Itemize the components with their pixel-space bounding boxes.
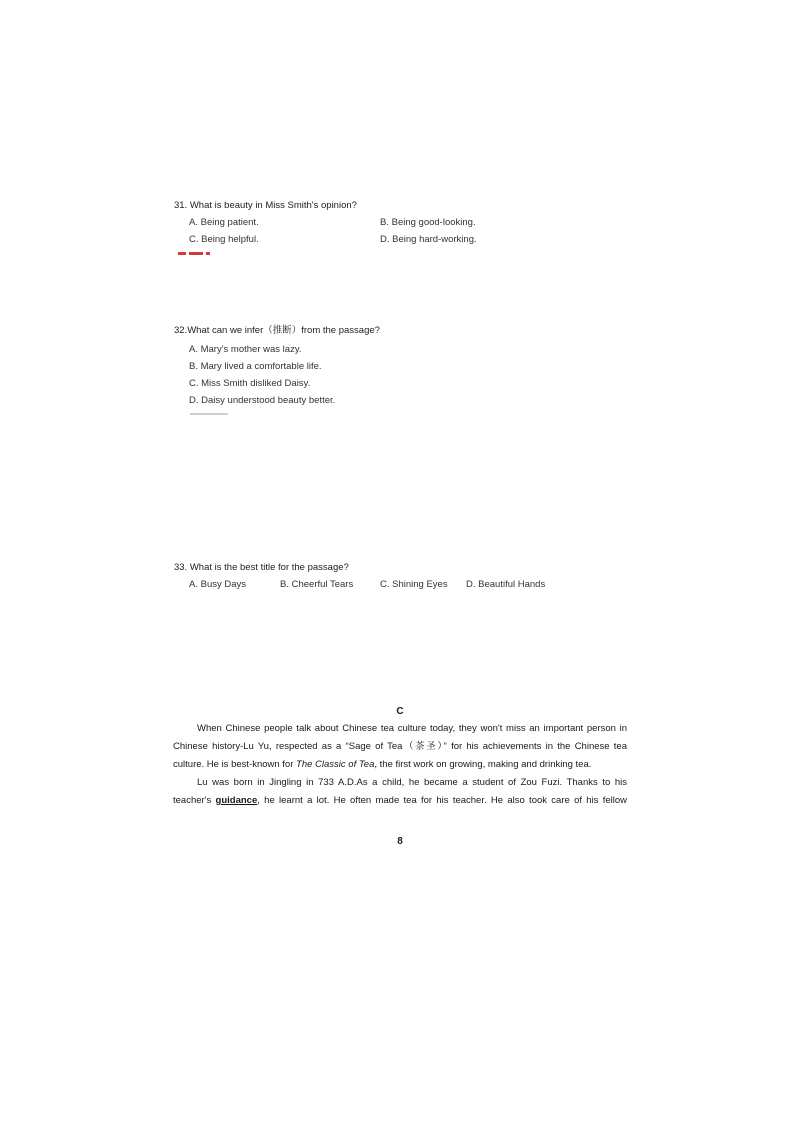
q31-option-a: A. Being patient.: [189, 217, 259, 228]
q33-option-d: D. Beautiful Hands: [466, 579, 546, 590]
q32-option-a: A. Mary's mother was lazy.: [189, 344, 302, 355]
underlined-word: guidance: [215, 795, 258, 806]
q31-stem: 31. What is beauty in Miss Smith's opinion?: [174, 200, 357, 211]
paragraph-line: Chinese history-Lu Yu, respected as a “Sage of Tea（茶圣）” for his achievements in the Chinese tea: [173, 741, 627, 752]
book-title: The Classic of Tea: [296, 759, 375, 770]
paragraph-text: , he learnt a lot. He often made tea for his teacher. He also took care of his fellow: [257, 795, 628, 806]
q33-option-b: B. Cheerful Tears: [280, 579, 354, 590]
paragraph-text: teacher's: [173, 795, 216, 806]
q32-option-d: D. Daisy understood beauty better.: [189, 395, 336, 406]
paragraph-text: , the first work on growing, making and drinking tea.: [374, 759, 592, 770]
q31-option-c: C. Being helpful.: [189, 234, 259, 245]
q31-option-b: B. Being good-looking.: [380, 217, 476, 228]
section-heading: C: [396, 706, 404, 717]
paragraph-line: Lu was born in Jingling in 733 A.D.As a child, he became a student of Zou Fuzi. Thanks to his: [197, 777, 627, 788]
paragraph-line: [173, 756, 627, 774]
page-number: 8: [397, 836, 403, 847]
q31-option-d: D. Being hard-working.: [380, 234, 477, 245]
q32-option-b: B. Mary lived a comfortable life.: [189, 361, 322, 372]
red-answer-mark: [178, 252, 220, 255]
q32-stem: 32.What can we infer（推断）from the passage?: [174, 325, 380, 336]
paragraph-line: [173, 792, 627, 810]
paragraph-text: culture. He is best-known for: [173, 759, 297, 770]
q33-option-c: C. Shining Eyes: [380, 579, 448, 590]
q33-option-a: A. Busy Days: [189, 579, 247, 590]
paragraph-line: When Chinese people talk about Chinese tea culture today, they won't miss an important person in: [197, 723, 627, 734]
scan-smudge: [190, 413, 228, 415]
q33-stem: 33. What is the best title for the passage?: [174, 562, 349, 573]
q32-option-c: C. Miss Smith disliked Daisy.: [189, 378, 311, 389]
